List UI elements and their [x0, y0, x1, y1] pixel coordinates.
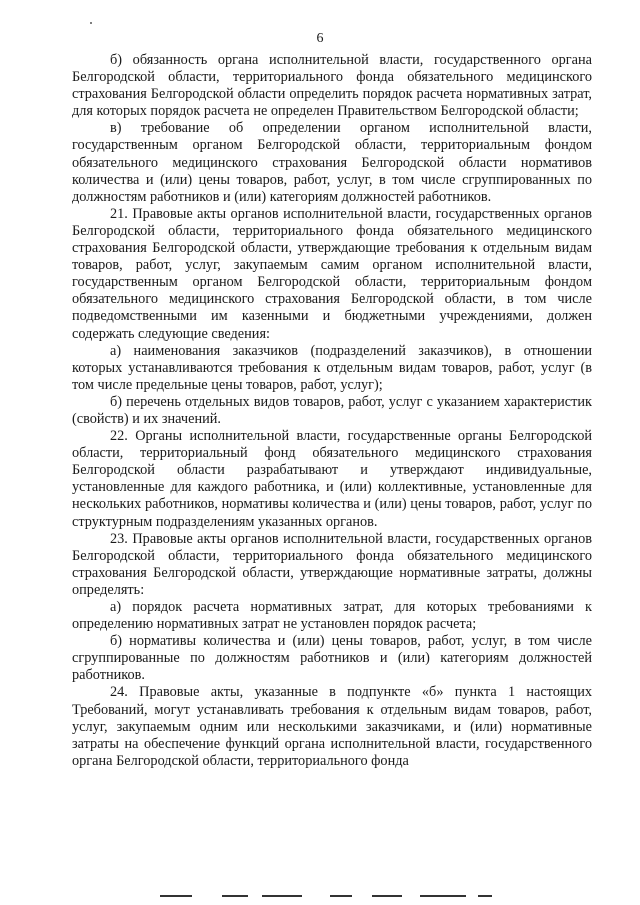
paragraph-23: 23. Правовые акты органов исполнительной власти, государственных органов Белгородской области, территориального фонда обязательного медицинского страхования Белгородской области, утверждающие нормативные затраты, должны определять: [72, 530, 592, 598]
scan-mark [420, 895, 466, 897]
paragraph-20v: в) требование об определении органом исполнительной власти, государственным органом Белгородской области, территориальным фондом обязательного медицинского страхования Белгородской области нормативов количества и (или) цены товаров, работ, услуг, в том числе сгруппированных по должностям работников и (или) категориям должностей работников. [72, 120, 592, 205]
document-body [72, 52, 592, 770]
paragraph-21a: а) наименования заказчиков (подразделений заказчиков), в отношении которых устанавливаются требования к отдельным видам товаров, работ, услуг (в том числе предельные цены товаров, работ, услуг); [72, 342, 592, 393]
scan-mark [222, 895, 248, 897]
scan-speck [90, 22, 92, 24]
paragraph-21: 21. Правовые акты органов исполнительной власти, государственных органов Белгородской области, территориального фонда обязательного медицинского страхования Белгородской области, утверждающие требования к отдельным видам товаров, работ, услуг, закупаемым самим органом исполнительной власти, государственным органом Белгородской области, территориальным фондом обязательного медицинского страхования Белгородской области, в том числе подведомственными им казенными и бюджетными учреждениями, должен содержать следующие сведения: [72, 205, 592, 342]
scan-mark [160, 895, 192, 897]
paragraph-23a: а) порядок расчета нормативных затрат, для которых требованиями к определению нормативных затрат не установлен порядок расчета; [72, 599, 592, 633]
paragraph-24: 24. Правовые акты, указанные в подпункте «б» пункта 1 настоящих Требований, могут устанавливать требования к отдельным видам товаров, работ, услуг, закупаемым одним или несколькими заказчиками, и (или) нормативные затраты на обеспечение функций органа исполнительной власти, государственного органа Белгородской области, территориального фонда [72, 684, 592, 769]
paragraph-23b: б) нормативы количества и (или) цены товаров, работ, услуг, в том числе сгруппированные по должностям работников и (или) категориям должностей работников. [72, 633, 592, 684]
scan-mark [372, 895, 402, 897]
paragraph-22: 22. Органы исполнительной власти, государственные органы Белгородской области, территориальный фонд обязательного медицинского страхования Белгородской области разрабатывают и утверждают индивидуальные, установленные для каждого работника, и (или) коллективные, установленные для нескольких работников, нормативы количества и (или) цены товаров, работ, услуг по структурным подразделениям указанных органов. [72, 428, 592, 530]
page-number: 6 [316, 31, 324, 46]
scan-mark [262, 895, 302, 897]
scan-edge-marks [0, 893, 640, 899]
paragraph-20b: б) обязанность органа исполнительной власти, государственного органа Белгородской области, территориального фонда обязательного медицинского страхования Белгородской области определить порядок расчета нормативных затрат, для которых порядок расчета не определен Правительством Белгородской области; [72, 52, 592, 120]
scan-mark [330, 895, 352, 897]
scan-mark [478, 895, 492, 897]
paragraph-21b: б) перечень отдельных видов товаров, работ, услуг с указанием характеристик (свойств) и их значений. [72, 393, 592, 427]
